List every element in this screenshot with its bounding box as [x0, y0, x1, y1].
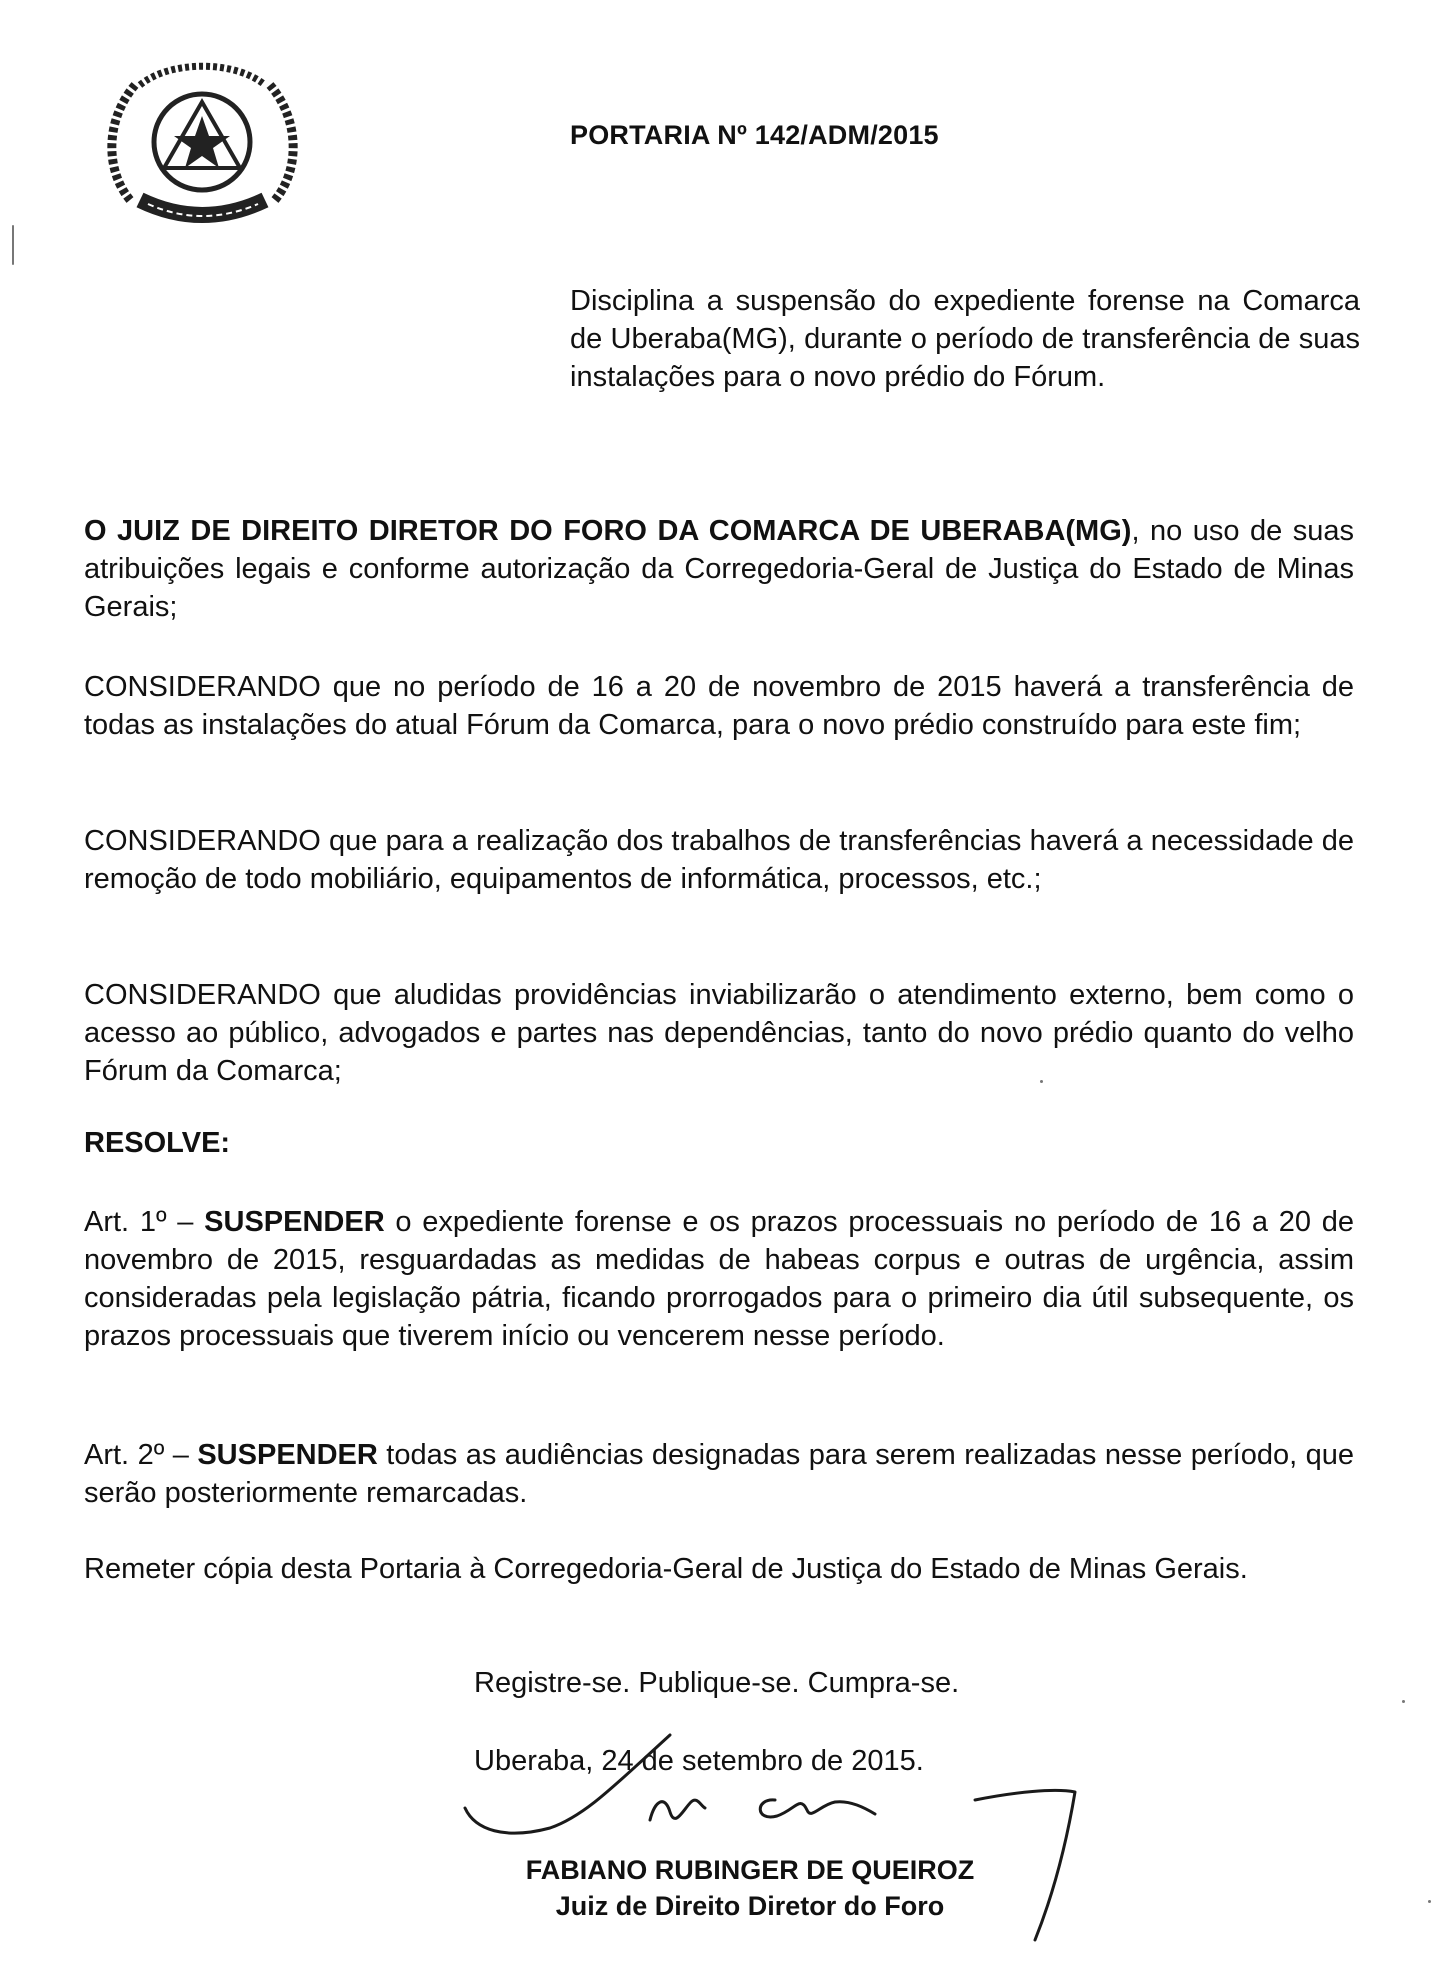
intro-paragraph: [84, 512, 1354, 626]
article-2-text: todas as audiências designadas para serem realizadas nesse período, que serão posteriormente remarcadas.: [84, 1439, 1354, 1509]
intro-text: , no uso de suas atribuições legais e conforme autorização da Corregedoria-Geral de Justiça do Estado de Minas Gerais;: [84, 515, 1354, 623]
ementa-summary: Disciplina a suspensão do expediente forense na Comarca de Uberaba(MG), durante o período de transferência de suas instalações para o novo prédio do Fórum.: [570, 285, 1360, 393]
signer-block: [470, 1852, 1030, 1924]
considerando-paragraph-3: CONSIDERANDO que aludidas providências inviabilizarão o atendimento externo, bem como o acesso ao público, advogados e partes nas dependências, tanto do novo prédio quanto do velho Fórum da Comarca;: [84, 979, 1354, 1087]
considerando-paragraph-1: CONSIDERANDO que no período de 16 a 20 de novembro de 2015 haverá a transferência de todas as instalações do atual Fórum da Comarca, para o novo prédio construído para este fim;: [84, 671, 1354, 741]
article-2-verb: SUSPENDER: [197, 1439, 378, 1471]
place-date-line: Uberaba, 24 de setembro de 2015.: [474, 1745, 924, 1777]
intro-authority: O JUIZ DE DIREITO DIRETOR DO FORO DA COMARCA DE UBERABA(MG): [84, 515, 1132, 547]
article-2: [84, 1436, 1354, 1512]
article-1-verb: SUSPENDER: [204, 1206, 385, 1238]
signer-role: Juiz de Direito Diretor do Foro: [555, 1891, 945, 1921]
scan-speck: [12, 225, 14, 265]
resolve-heading: RESOLVE:: [84, 1127, 231, 1159]
scan-speck: [1428, 1900, 1431, 1903]
article-1-text: o expediente forense e os prazos processuais no período de 16 a 20 de novembro de 2015, resguardadas as medidas de habeas corpus e outras de urgência, assim consideradas pela legislação pátria, ficando prorrogados para o primeiro dia útil subsequente, os prazos processuais que tiverem início ou vencerem nesse período.: [84, 1206, 1354, 1352]
considerando-paragraph-2: CONSIDERANDO que para a realização dos trabalhos de transferências haverá a necessidade de remoção de todo mobiliário, equipamentos de informática, processos, etc.;: [84, 825, 1354, 895]
article-1-prefix: Art. 1º –: [84, 1206, 205, 1238]
scan-speck: [1402, 1700, 1405, 1703]
article-1: [84, 1203, 1354, 1355]
scan-speck: [1040, 1080, 1043, 1083]
remeter-paragraph: Remeter cópia desta Portaria à Corregedoria-Geral de Justiça do Estado de Minas Gerais.: [84, 1553, 1248, 1585]
signer-name: FABIANO RUBINGER DE QUEIROZ: [525, 1855, 975, 1885]
coat-of-arms-seal: [100, 50, 305, 235]
article-2-prefix: Art. 2º –: [84, 1439, 198, 1471]
portaria-title: PORTARIA Nº 142/ADM/2015: [570, 120, 939, 150]
registre-line: Registre-se. Publique-se. Cumpra-se.: [474, 1667, 960, 1699]
